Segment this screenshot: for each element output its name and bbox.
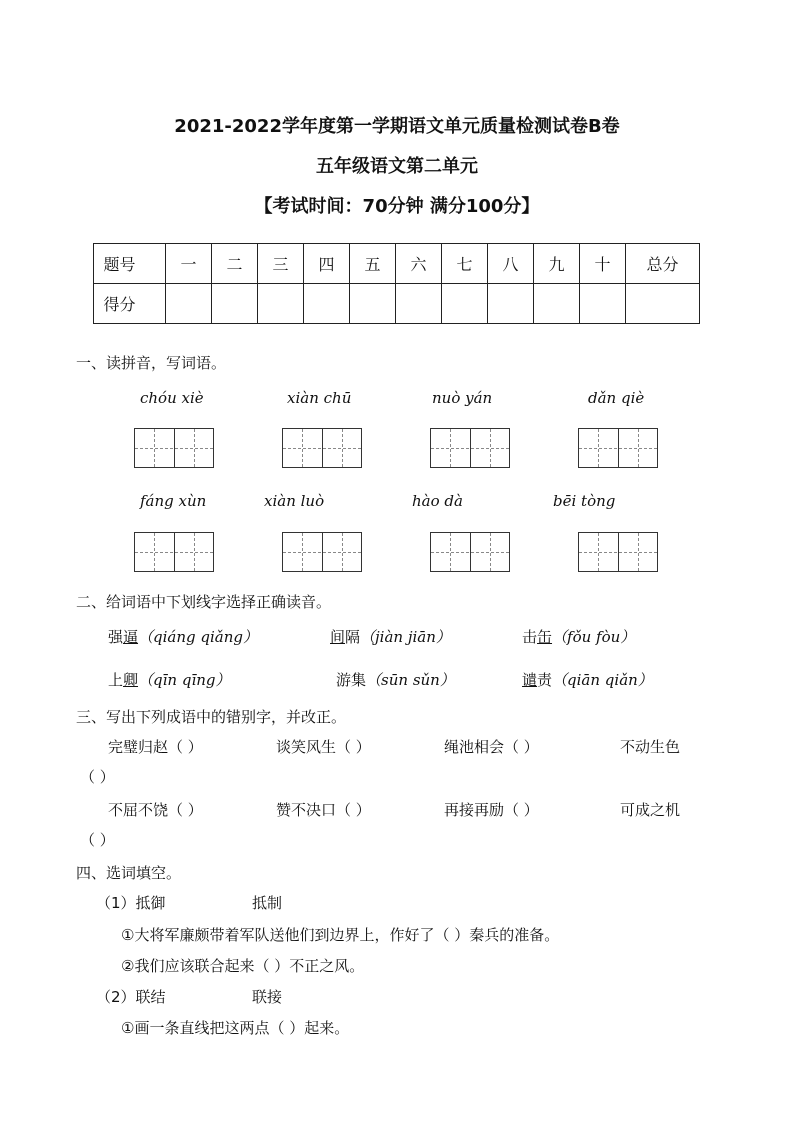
table-cell: 八 xyxy=(488,244,534,284)
idiom-item: 可成之机 xyxy=(620,801,681,819)
score-table-header-row xyxy=(94,244,700,284)
word-char: 上 xyxy=(108,671,124,689)
score-input-cell[interactable] xyxy=(534,284,580,324)
reading-choice-item xyxy=(522,669,653,690)
table-cell: 十 xyxy=(580,244,626,284)
idiom-item: 完璧归赵（ ） xyxy=(108,738,203,756)
score-table xyxy=(93,243,700,324)
underlined-char: 缶 xyxy=(537,628,553,646)
reading-options: （qiān qiǎn） xyxy=(552,671,653,689)
table-cell: 一 xyxy=(166,244,212,284)
writing-grid[interactable] xyxy=(578,532,658,572)
writing-grid[interactable] xyxy=(282,428,362,468)
table-cell: 七 xyxy=(442,244,488,284)
table-cell: 二 xyxy=(212,244,258,284)
exam-subtitle: 五年级语文第二单元 xyxy=(316,156,478,177)
section-2-title: 二、给词语中下划线字选择正确读音。 xyxy=(76,593,332,611)
pinyin-label: dǎn qiè xyxy=(588,389,645,407)
idiom-item: 不动生色 xyxy=(620,738,681,756)
reading-options: （sūn sǔn） xyxy=(366,671,455,689)
table-cell: 三 xyxy=(258,244,304,284)
reading-options: （qīn qīng） xyxy=(138,671,231,689)
word-choice-option: 联接 xyxy=(252,988,283,1006)
writing-grid[interactable] xyxy=(578,428,658,468)
reading-options: （fǒu fòu） xyxy=(552,628,636,646)
word-char: 强 xyxy=(108,628,124,646)
score-input-cell[interactable] xyxy=(580,284,626,324)
pinyin-label: xiàn luò xyxy=(264,492,325,510)
score-input-cell[interactable] xyxy=(166,284,212,324)
score-input-cell[interactable] xyxy=(442,284,488,324)
score-input-cell[interactable] xyxy=(396,284,442,324)
word-char: 责 xyxy=(537,671,553,689)
section-3-title: 三、写出下列成语中的错别字，并改正。 xyxy=(76,708,347,726)
reading-options: （jiàn jiān） xyxy=(360,628,451,646)
idiom-item: 绳池相会（ ） xyxy=(444,738,539,756)
fill-sentence: ①大将军廉颇带着军队送他们到边界上，作好了（ ）秦兵的准备。 xyxy=(121,926,560,944)
score-input-cell[interactable] xyxy=(212,284,258,324)
writing-grid[interactable] xyxy=(282,532,362,572)
word-char: 游 xyxy=(336,671,352,689)
score-input-cell[interactable] xyxy=(304,284,350,324)
pinyin-label: fáng xùn xyxy=(140,492,207,510)
score-input-cell[interactable] xyxy=(350,284,396,324)
word-char: 击 xyxy=(522,628,538,646)
underlined-char: 间 xyxy=(330,628,346,646)
answer-blank: （ ） xyxy=(80,768,115,786)
pinyin-label: nuò yán xyxy=(432,389,493,407)
reading-choice-item xyxy=(330,626,451,647)
section-1-title: 一、读拼音，写词语。 xyxy=(76,354,227,372)
pinyin-label: hào dà xyxy=(412,492,463,510)
writing-grid[interactable] xyxy=(430,532,510,572)
writing-grid[interactable] xyxy=(134,532,214,572)
score-input-cell[interactable] xyxy=(488,284,534,324)
underlined-char: 谴 xyxy=(522,671,538,689)
idiom-item: 赞不决口（ ） xyxy=(276,801,371,819)
answer-blank: （ ） xyxy=(80,831,115,849)
word-char: 隔 xyxy=(345,628,361,646)
table-cell: 六 xyxy=(396,244,442,284)
pinyin-label: xiàn chū xyxy=(287,389,352,407)
exam-title: 2021-2022学年度第一学期语文单元质量检测试卷B卷 xyxy=(174,116,620,137)
reading-options: （qiáng qiǎng） xyxy=(138,628,259,646)
table-cell: 总分 xyxy=(626,244,700,284)
writing-grid[interactable] xyxy=(430,428,510,468)
score-table-score-row xyxy=(94,284,700,324)
exam-info: 【考试时间：70分钟 满分100分】 xyxy=(254,196,540,217)
word-choice-option: 抵制 xyxy=(252,894,283,912)
table-cell: 得分 xyxy=(94,284,166,324)
reading-choice-item xyxy=(522,626,635,647)
score-input-cell[interactable] xyxy=(258,284,304,324)
fill-sentence: ②我们应该联合起来（ ）不正之风。 xyxy=(121,957,365,975)
pinyin-label: chóu xiè xyxy=(140,389,204,407)
idiom-item: 再接再励（ ） xyxy=(444,801,539,819)
table-cell: 九 xyxy=(534,244,580,284)
word-choice-label: （2）联结 xyxy=(96,988,166,1006)
idiom-item: 不屈不饶（ ） xyxy=(108,801,203,819)
word-char: 集 xyxy=(351,671,367,689)
fill-sentence: ①画一条直线把这两点（ ）起来。 xyxy=(121,1019,350,1037)
table-cell: 四 xyxy=(304,244,350,284)
reading-choice-item xyxy=(336,669,455,690)
table-cell: 五 xyxy=(350,244,396,284)
reading-choice-item xyxy=(108,626,258,647)
writing-grid[interactable] xyxy=(134,428,214,468)
section-4-title: 四、选词填空。 xyxy=(76,864,182,882)
underlined-char: 逼 xyxy=(123,628,139,646)
word-choice-label: （1）抵御 xyxy=(96,894,166,912)
idiom-item: 谈笑风生（ ） xyxy=(276,738,371,756)
score-input-cell[interactable] xyxy=(626,284,700,324)
underlined-char: 卿 xyxy=(123,671,139,689)
pinyin-label: bēi tòng xyxy=(553,492,616,510)
table-cell: 题号 xyxy=(94,244,166,284)
reading-choice-item xyxy=(108,669,231,690)
